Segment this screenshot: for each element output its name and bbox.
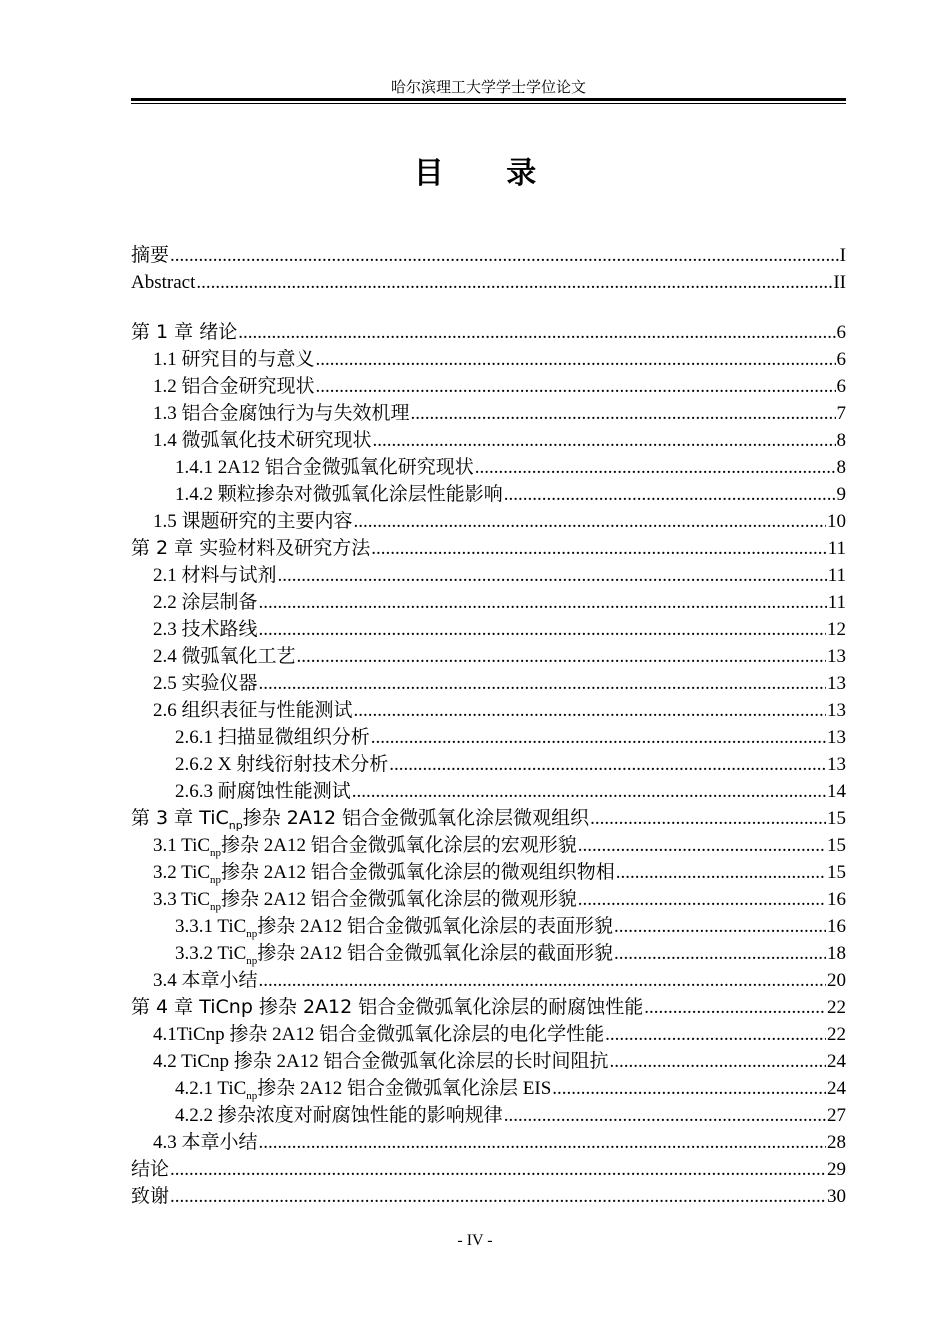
toc-entry-3-3-2[interactable]: [131, 940, 846, 967]
toc-entry-2-3[interactable]: [131, 616, 846, 643]
toc-entry-page: 29: [827, 1159, 846, 1180]
toc-entry-2-2[interactable]: [131, 589, 846, 616]
toc-entry-label: 3.2 TiC$_{np}$掺杂 2A12 铝合金微弧氧化涂层的微观组织物相: [153, 862, 615, 886]
toc-leader: [371, 535, 826, 562]
toc-leader: [354, 697, 826, 724]
toc-entry-label: 1.3 铝合金腐蚀行为与失效机理: [153, 403, 410, 424]
toc-entry-label: 1.4.2 颗粒掺杂对微弧氧化涂层性能影响: [175, 484, 503, 505]
toc-entry-1-5[interactable]: [131, 508, 846, 535]
toc-entry-label: 1.4.1 2A12 铝合金微弧氧化研究现状: [175, 457, 474, 478]
toc-entry-label: 3.3.1 TiC$_{np}$掺杂 2A12 铝合金微弧氧化涂层的表面形貌: [175, 916, 614, 940]
toc-entry-label: 1.5 课题研究的主要内容: [153, 511, 353, 532]
toc-entry-2-5[interactable]: [131, 670, 846, 697]
page-number: - IV -: [457, 1232, 493, 1249]
toc-entry-page: 6: [836, 322, 846, 343]
toc-entry-label: 结论: [131, 1158, 170, 1180]
toc-leader: [371, 724, 826, 751]
toc-leader: [196, 269, 832, 296]
toc-entry-3-3-1[interactable]: [131, 913, 846, 940]
toc-entry-label: 2.2 涂层制备: [153, 592, 258, 613]
toc-leader: [504, 1102, 826, 1129]
toc-entry-label: 第 4 章 TiCnp 掺杂 2A12 铝合金微弧氧化涂层的耐腐蚀性能: [131, 996, 644, 1018]
toc-entry-label: 1.1 研究目的与意义: [153, 349, 315, 370]
toc-entry-page: 30: [827, 1186, 846, 1207]
toc-leader: [614, 940, 826, 967]
toc-leader: [259, 967, 826, 994]
toc-entry-page: 15: [827, 835, 846, 856]
toc-entry-label: 2.6.3 耐腐蚀性能测试: [175, 781, 351, 802]
toc-entry-page: I: [839, 245, 846, 266]
toc-entry-abstract-en[interactable]: [131, 269, 846, 296]
toc-entry-page: 20: [827, 970, 846, 991]
toc-entry-abstract-cn[interactable]: [131, 242, 846, 269]
toc-entry-page: 13: [827, 646, 846, 667]
toc-entry-4-2[interactable]: [131, 1048, 846, 1075]
toc-entry-page: 28: [827, 1132, 846, 1153]
toc-entry-1-4[interactable]: [131, 427, 846, 454]
toc-entry-page: 13: [827, 700, 846, 721]
toc-entry-2-6-3[interactable]: [131, 778, 846, 805]
toc-entry-3-1[interactable]: [131, 832, 846, 859]
toc-leader: [610, 1048, 826, 1075]
toc-leader: [316, 373, 836, 400]
toc-entry-label: 摘要: [131, 244, 170, 266]
toc-entry-label: 2.5 实验仪器: [153, 673, 258, 694]
toc-entry-chapter-1[interactable]: [131, 319, 846, 346]
toc-leader: [644, 994, 826, 1021]
toc-entry-4-2-1[interactable]: [131, 1075, 846, 1102]
toc-leader: [259, 1129, 826, 1156]
header-rule-thick: [131, 98, 846, 101]
toc-leader: [354, 508, 826, 535]
toc-entry-page: 24: [827, 1051, 846, 1072]
toc-entry-page: 27: [827, 1105, 846, 1126]
toc-entry-page: 22: [827, 1024, 846, 1045]
toc-entry-label: 2.6.2 X 射线衍射技术分析: [175, 754, 389, 775]
toc-entry-2-1[interactable]: [131, 562, 846, 589]
toc-entry-label: 4.3 本章小结: [153, 1132, 258, 1153]
toc-leader: [238, 319, 835, 346]
toc-entry-1-2[interactable]: [131, 373, 846, 400]
toc-entry-page: 24: [827, 1078, 846, 1099]
toc-entry-conclusion[interactable]: [131, 1156, 846, 1183]
toc-leader: [259, 616, 826, 643]
toc-entry-label: 1.4 微弧氧化技术研究现状: [153, 430, 372, 451]
toc-entry-page: 8: [836, 457, 846, 478]
toc-entry-label: Abstract: [131, 272, 196, 293]
toc-entry-label: 第 2 章 实验材料及研究方法: [131, 537, 371, 559]
toc-leader: [170, 1183, 826, 1210]
toc-entry-2-6-2[interactable]: [131, 751, 846, 778]
toc-leader: [170, 1156, 826, 1183]
toc-leader: [316, 346, 836, 373]
toc-entry-label: 3.1 TiC$_{np}$掺杂 2A12 铝合金微弧氧化涂层的宏观形貌: [153, 835, 577, 859]
toc-entry-page: 13: [827, 673, 846, 694]
toc-entry-page: 22: [827, 997, 846, 1018]
toc-entry-page: 9: [836, 484, 846, 505]
toc-entry-label: 4.1TiCnp 掺杂 2A12 铝合金微弧氧化涂层的电化学性能: [153, 1024, 605, 1045]
toc-entry-2-6-1[interactable]: [131, 724, 846, 751]
toc-entry-label: 3.3.2 TiC$_{np}$掺杂 2A12 铝合金微弧氧化涂层的截面形貌: [175, 943, 614, 967]
toc-entry-page: 7: [836, 403, 846, 424]
toc-leader: [590, 805, 826, 832]
toc-entry-label: 2.4 微弧氧化工艺: [153, 646, 296, 667]
toc-leader: [504, 481, 836, 508]
toc-leader: [614, 913, 826, 940]
toc-leader: [373, 427, 836, 454]
toc-entry-chapter-4[interactable]: [131, 994, 846, 1021]
toc-leader: [475, 454, 836, 481]
toc-entry-chapter-2[interactable]: [131, 535, 846, 562]
toc-entry-page: 10: [827, 511, 846, 532]
toc-entry-page: 11: [827, 592, 846, 613]
toc-entry-page: 15: [827, 808, 846, 829]
toc-entry-label: 2.1 材料与试剂: [153, 565, 277, 586]
toc-entry-acknowledgement[interactable]: [131, 1183, 846, 1210]
toc-entry-label: 2.3 技术路线: [153, 619, 258, 640]
toc-leader: [352, 778, 826, 805]
toc-entry-1-4-2[interactable]: [131, 481, 846, 508]
toc-entry-page: 16: [827, 889, 846, 910]
toc-leader: [170, 242, 839, 269]
toc-entry-page: 11: [827, 565, 846, 586]
toc-entry-label: 2.6 组织表征与性能测试: [153, 700, 353, 721]
toc-entry-chapter-3[interactable]: [131, 805, 846, 832]
toc-entry-label: 3.4 本章小结: [153, 970, 258, 991]
toc-entry-page: 6: [836, 376, 846, 397]
toc-entry-label: 致谢: [131, 1185, 170, 1207]
toc-leader: [297, 643, 826, 670]
toc-entry-1-4-1[interactable]: [131, 454, 846, 481]
running-header: 哈尔滨理工大学学士学位论文: [390, 80, 586, 96]
toc-entry-label: 2.6.1 扫描显微组织分析: [175, 727, 370, 748]
toc-leader: [616, 859, 826, 886]
toc-entry-label: 第 1 章 绪论: [131, 321, 238, 343]
toc-entry-3-4[interactable]: [131, 967, 846, 994]
toc-entry-label: 4.2 TiCnp 掺杂 2A12 铝合金微弧氧化涂层的长时间阻抗: [153, 1051, 609, 1072]
toc-entry-label: 第 3 章 TiC$_{np}$掺杂 2A12 铝合金微弧氧化涂层微观组织: [131, 807, 590, 832]
toc-entry-3-2[interactable]: [131, 859, 846, 886]
toc-entry-1-3[interactable]: [131, 400, 846, 427]
toc-entry-page: 16: [827, 916, 846, 937]
toc-entry-label: 1.2 铝合金研究现状: [153, 376, 315, 397]
toc-entry-1-1[interactable]: [131, 346, 846, 373]
toc-leader: [389, 751, 826, 778]
header-rule-thin: [131, 103, 846, 104]
toc-entry-page: 13: [827, 754, 846, 775]
toc-leader: [278, 562, 827, 589]
toc-entry-page: 12: [827, 619, 846, 640]
toc-entry-page: 13: [827, 727, 846, 748]
toc-entry-page: 14: [827, 781, 846, 802]
page-title: 目 录: [413, 156, 563, 191]
toc-entry-page: II: [833, 272, 846, 293]
toc-entry-page: 15: [827, 862, 846, 883]
toc-entry-label: 3.3 TiC$_{np}$掺杂 2A12 铝合金微弧氧化涂层的微观形貌: [153, 889, 577, 913]
toc-leader: [578, 886, 826, 913]
toc-leader: [605, 1021, 826, 1048]
toc-entry-2-6[interactable]: [131, 697, 846, 724]
toc-entry-4-1[interactable]: [131, 1021, 846, 1048]
toc-entry-page: 11: [827, 538, 846, 559]
toc-entry-page: 18: [827, 943, 846, 964]
toc-entry-page: 6: [836, 349, 846, 370]
toc-leader: [578, 832, 826, 859]
toc-entry-2-4[interactable]: [131, 643, 846, 670]
toc-entry-3-3[interactable]: [131, 886, 846, 913]
toc-leader: [259, 670, 826, 697]
toc-entry-4-3[interactable]: [131, 1129, 846, 1156]
toc-entry-label: 4.2.1 TiC$_{np}$掺杂 2A12 铝合金微弧氧化涂层 EIS: [175, 1078, 552, 1102]
toc-entry-label: 4.2.2 掺杂浓度对耐腐蚀性能的影响规律: [175, 1105, 503, 1126]
toc-entry-page: 8: [836, 430, 846, 451]
table-of-contents: [131, 242, 846, 1210]
toc-leader: [552, 1075, 826, 1102]
toc-leader: [259, 589, 827, 616]
toc-entry-4-2-2[interactable]: [131, 1102, 846, 1129]
toc-leader: [411, 400, 836, 427]
